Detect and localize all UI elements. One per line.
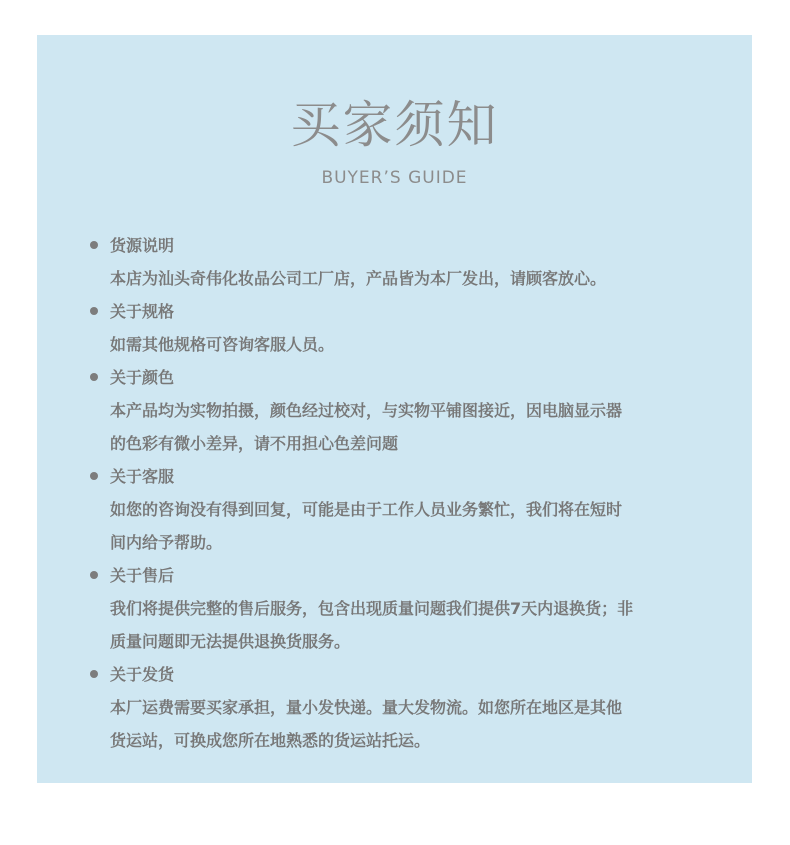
section-source bbox=[37, 229, 752, 295]
section-title bbox=[110, 229, 752, 262]
section-title-text: 货源说明 bbox=[110, 236, 175, 255]
section-title bbox=[110, 559, 752, 592]
section-title bbox=[110, 295, 752, 328]
page-title: 买家须知 bbox=[290, 96, 499, 154]
section-line: 本产品均为实物拍摄，颜色经过校对，与实物平铺图接近，因电脑显示器 bbox=[110, 401, 623, 420]
section-title-text: 关于客服 bbox=[110, 467, 175, 486]
section-body bbox=[110, 328, 720, 361]
bullet-dot-icon bbox=[90, 373, 98, 381]
section-line: 间内给予帮助。 bbox=[110, 533, 223, 552]
section-line: 货运站，可换成您所在地熟悉的货运站托运。 bbox=[110, 731, 431, 750]
section-line: 质量问题即无法提供退换货服务。 bbox=[110, 632, 351, 651]
bullet-dot-icon bbox=[90, 571, 98, 579]
section-line: 如需其他规格可咨询客服人员。 bbox=[110, 335, 335, 354]
section-body bbox=[110, 394, 720, 460]
section-title-text: 关于颜色 bbox=[110, 368, 175, 387]
section-shipping bbox=[37, 658, 752, 757]
section-color bbox=[37, 361, 752, 460]
bullet-dot-icon bbox=[90, 307, 98, 315]
bullet-dot-icon bbox=[90, 241, 98, 249]
section-body bbox=[110, 493, 720, 559]
guide-list bbox=[37, 229, 752, 757]
section-title-text: 关于发货 bbox=[110, 665, 175, 684]
section-title-text: 关于规格 bbox=[110, 302, 175, 321]
section-body bbox=[110, 691, 720, 757]
section-body bbox=[110, 592, 720, 658]
section-title bbox=[110, 361, 752, 394]
section-service bbox=[37, 460, 752, 559]
bullet-dot-icon bbox=[90, 472, 98, 480]
section-title bbox=[110, 460, 752, 493]
buyer-guide-panel bbox=[37, 35, 752, 783]
bullet-dot-icon bbox=[90, 670, 98, 678]
section-title bbox=[110, 658, 752, 691]
section-line: 本店为汕头奇伟化妆品公司工厂店，产品皆为本厂发出，请顾客放心。 bbox=[110, 269, 607, 288]
section-after-sales bbox=[37, 559, 752, 658]
section-body bbox=[110, 262, 720, 295]
section-line: 本厂运费需要买家承担，量小发快递。量大发物流。如您所在地区是其他 bbox=[110, 698, 623, 717]
section-spec bbox=[37, 295, 752, 361]
section-line: 我们将提供完整的售后服务，包含出现质量问题我们提供7天内退换货；非 bbox=[110, 599, 634, 618]
page-subtitle: BUYER’S GUIDE bbox=[321, 168, 468, 188]
section-line: 的色彩有微小差异，请不用担心色差问题 bbox=[110, 434, 399, 453]
section-line: 如您的咨询没有得到回复，可能是由于工作人员业务繁忙，我们将在短时 bbox=[110, 500, 623, 519]
section-title-text: 关于售后 bbox=[110, 566, 175, 585]
